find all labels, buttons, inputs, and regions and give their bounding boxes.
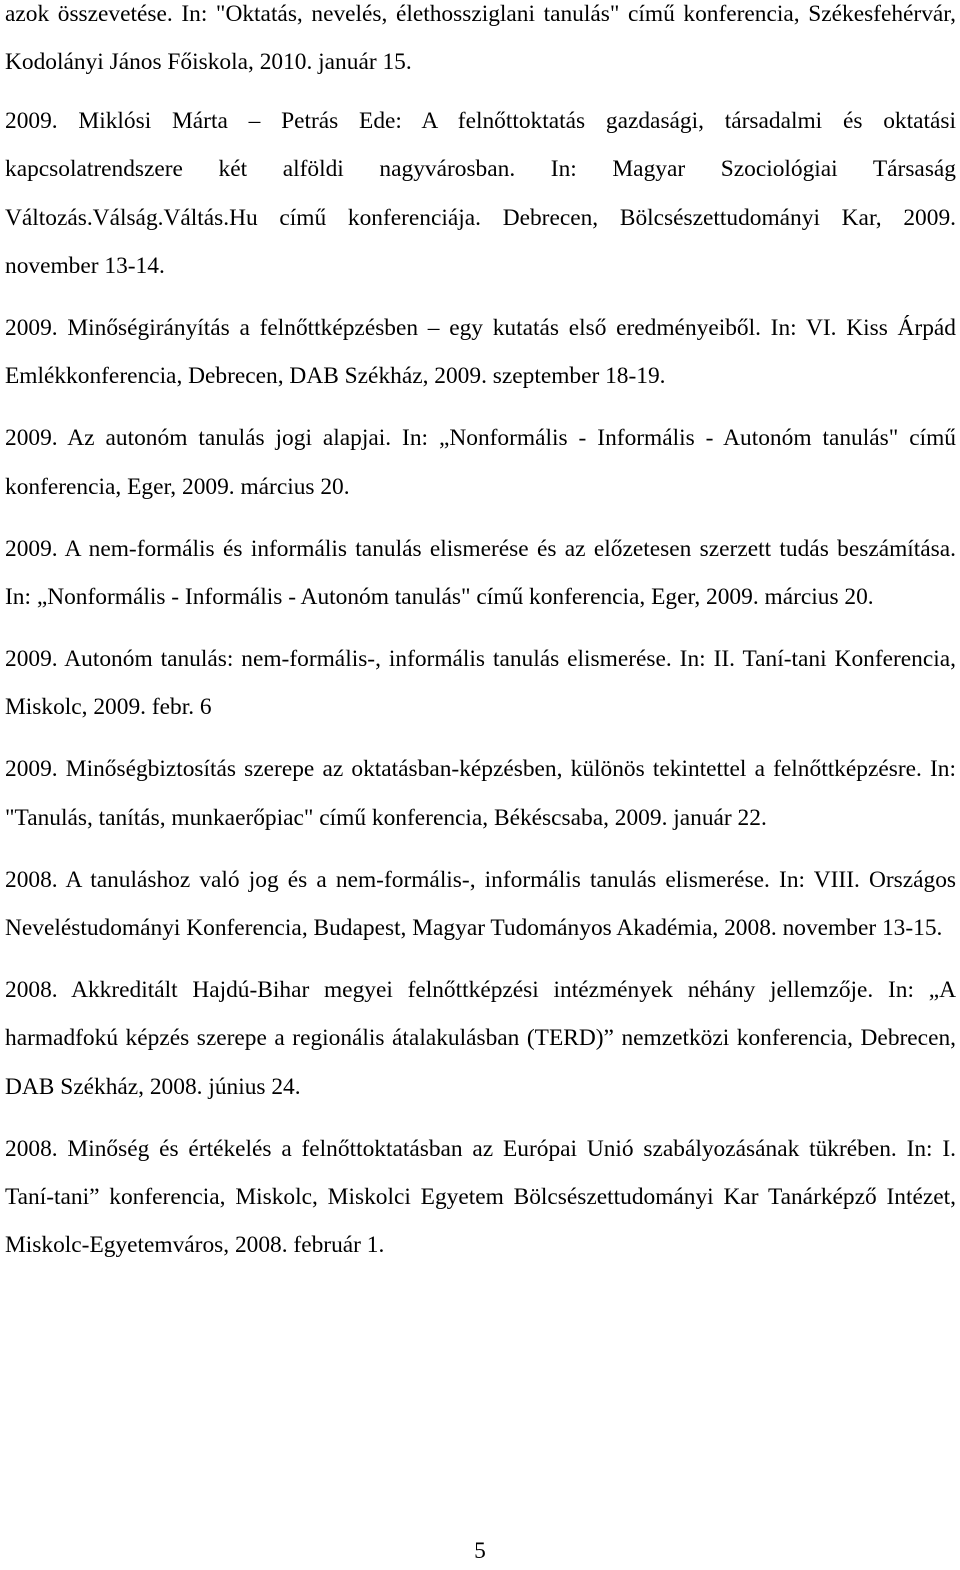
reference-entry-3: 2009. Minőségirányítás a felnőttképzésben – egy kutatás első eredményeiből. In: VI. Kiss Árpád Emlékkonferencia, Debrecen, DAB Székház, 2009. szeptember 18-19. [5, 314, 956, 390]
reference-entry-1: azok összevetése. In: "Oktatás, nevelés, élethossziglani tanulás" című konferencia, Székesfehérvár, Kodolányi János Főiskola, 2010. január 15. [5, 1, 956, 76]
reference-entry-5: 2009. A nem-formális és informális tanulás elismerése és az előzetesen szerzett tudás beszámítása. In: „Nonformális - Informális - Autonóm tanulás" című konferencia, Eger, 2009. március 20. [5, 535, 956, 610]
reference-entry-6: 2009. Autonóm tanulás: nem-formális-, informális tanulás elismerése. In: II. Taní-tani Konferencia, Miskolc, 2009. febr. 6 [5, 645, 956, 721]
reference-entry-2: 2009. Miklósi Márta – Petrás Ede: A felnőttoktatás gazdasági, társadalmi és oktatási kapcsolatrendszere két alföldi nagyvárosban. In: Magyar Szociológiai Társaság Változás.Válság.Váltás.Hu című konferenciája. Debrecen, Bölcsészettudományi Kar, 2009. november 13-14. [5, 107, 956, 280]
reference-entry-10: 2008. Minőség és értékelés a felnőttoktatásban az Európai Unió szabályozásának tükrében. In: I. Taní-tani” konferencia, Miskolc, Miskolci Egyetem Bölcsészettudományi Kar Tanárképző Intézet, Miskolc-Egyetemváros, 2008. február 1. [5, 1135, 956, 1259]
reference-entry-7: 2009. Minőségbiztosítás szerepe az oktatásban-képzésben, különös tekintettel a felnőttképzésre. In: "Tanulás, tanítás, munkaerőpiac" című konferencia, Békéscsaba, 2009. január 22. [5, 756, 956, 831]
reference-entry-8: 2008. A tanuláshoz való jog és a nem-formális-, informális tanulás elismerése. In: VIII. Országos Neveléstudományi Konferencia, Budapest, Magyar Tudományos Akadémia, 2008. november 13-15. [5, 866, 956, 941]
page-number: 5 [474, 1538, 486, 1564]
reference-list [5, 0, 956, 1283]
reference-entry-4: 2009. Az autonóm tanulás jogi alapjai. In: „Nonformális - Informális - Autonóm tanulás" című konferencia, Eger, 2009. március 20. [5, 425, 956, 500]
reference-entry-9: 2008. Akkreditált Hajdú-Bihar megyei felnőttképzési intézmények néhány jellemzője. In: „A harmadfokú képzés szerepe a regionális átalakulásban (TERD)” nemzetközi konferencia, Debrecen, DAB Székház, 2008. június 24. [5, 976, 956, 1100]
